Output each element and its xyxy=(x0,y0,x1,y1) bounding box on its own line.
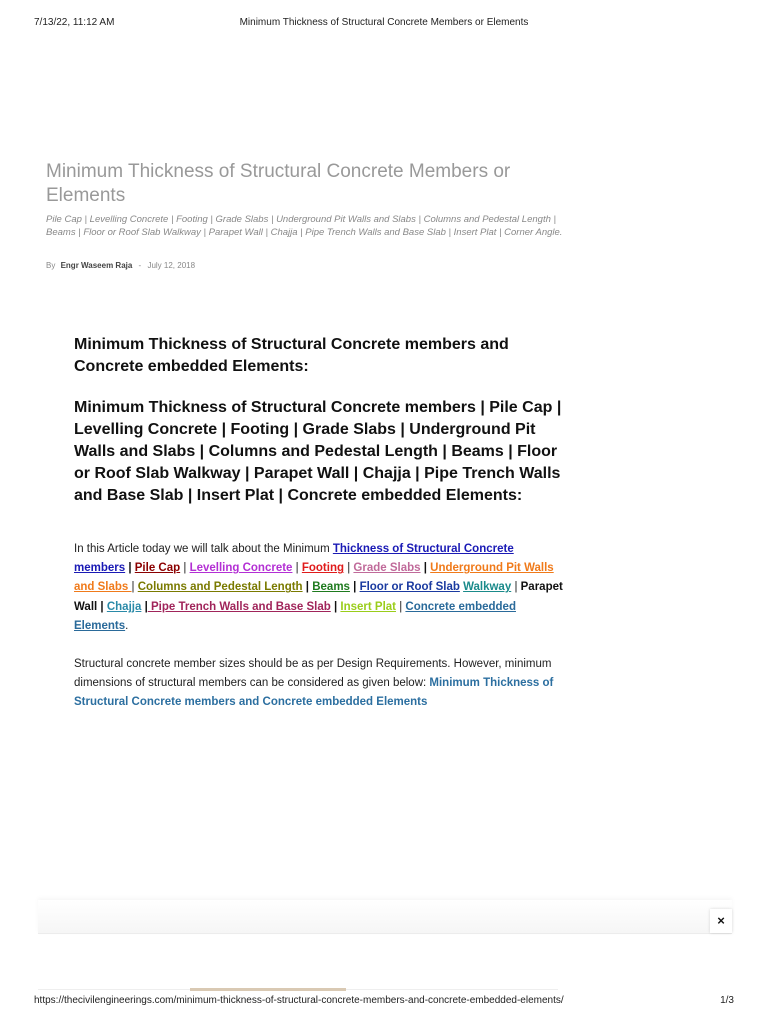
separator: | xyxy=(144,600,148,613)
intro-text: In this Article today we will talk about the Minimum xyxy=(74,543,333,555)
author-link[interactable]: Engr Waseem Raja xyxy=(60,261,133,270)
link-footing[interactable]: Footing xyxy=(301,562,345,575)
print-footer xyxy=(34,995,734,1009)
separator: | xyxy=(305,581,310,594)
link-columns-pedestal[interactable]: Columns and Pedestal Length xyxy=(137,581,303,594)
link-pile-cap[interactable]: Pile Cap xyxy=(134,562,181,575)
separator: | xyxy=(131,581,135,594)
link-grade-slabs[interactable]: Grade Slabs xyxy=(353,562,421,575)
body-strong-text: Minimum Thickness of Structural Concrete members and Concrete embedded Elements xyxy=(74,677,554,709)
separator: | xyxy=(347,562,351,575)
link-chajja[interactable]: Chajja xyxy=(106,600,142,613)
separator: | xyxy=(514,581,518,594)
separator: | xyxy=(295,562,299,575)
separator: | xyxy=(333,600,338,613)
post-date: July 12, 2018 xyxy=(147,261,196,270)
print-header xyxy=(34,17,734,31)
post-meta xyxy=(46,261,195,270)
heading-sub: Minimum Thickness of Structural Concrete members | Pile Cap | Levelling Concrete | Footing | Grade Slabs | Underground Pit Walls and Slabs | Columns and Pedestal Length | Beams | Floor or Roof Slab Walkway | Parapet Wall | Chajja | Pipe Trench Walls and Base Slab | Insert Plat | Concrete embedded Elements: xyxy=(74,399,562,504)
print-datetime: 7/13/22, 11:12 AM xyxy=(34,17,115,28)
post-title: Minimum Thickness of Structural Concrete Members or Elements xyxy=(46,161,511,206)
parapet-wall-text: Parapet Wall xyxy=(74,581,563,613)
link-thickness[interactable]: Thickness of Structural Concrete members xyxy=(74,543,514,575)
intro-paragraph xyxy=(74,540,564,636)
link-pipe-trench[interactable]: Pipe Trench Walls and Base Slab xyxy=(147,600,331,613)
link-insert-plat[interactable]: Insert Plat xyxy=(340,600,397,613)
separator: | xyxy=(183,562,187,575)
post-excerpt: Pile Cap | Levelling Concrete | Footing | Grade Slabs | Underground Pit Walls and Slabs | Columns and Pedestal Length | Beams | Floor or Roof Slab Walkway | Parapet Wall | Chajja | Pipe Trench Walls and Base Slab | Insert Plat | Corner Angle. xyxy=(46,214,563,238)
ad-image-strip xyxy=(190,988,346,991)
link-walkway[interactable]: Walkway xyxy=(463,581,512,594)
ad-banner xyxy=(38,900,732,934)
heading-main: Minimum Thickness of Structural Concrete members and Concrete embedded Elements: xyxy=(74,336,509,375)
link-beams[interactable]: Beams xyxy=(312,581,350,594)
body-paragraph xyxy=(74,655,564,713)
separator: | xyxy=(399,600,403,613)
body-text: Structural concrete member sizes should be as per Design Requirements. However, minimum dimensions of structural members can be considered as given below: xyxy=(74,658,552,690)
separator: | xyxy=(423,562,427,575)
link-underground-pit[interactable]: Underground Pit Walls and Slabs xyxy=(74,562,554,594)
close-icon[interactable]: × xyxy=(710,909,732,933)
print-doc-title: Minimum Thickness of Structural Concrete Members or Elements xyxy=(239,17,529,28)
separator: | xyxy=(100,600,104,613)
print-url: https://thecivilengineerings.com/minimum-thickness-of-structural-concrete-members-and-concrete-embedded-elements/ xyxy=(34,995,564,1006)
separator: | xyxy=(128,562,132,575)
page-number: 1/3 xyxy=(720,995,734,1006)
meta-separator: - xyxy=(138,261,142,270)
period: . xyxy=(125,619,129,632)
link-levelling-concrete[interactable]: Levelling Concrete xyxy=(189,562,293,575)
separator: | xyxy=(353,581,357,594)
link-floor-roof-slab[interactable]: Floor or Roof Slab xyxy=(359,581,460,594)
link-concrete-embedded[interactable]: Concrete embedded Elements xyxy=(74,600,516,632)
by-label: By xyxy=(46,261,56,270)
